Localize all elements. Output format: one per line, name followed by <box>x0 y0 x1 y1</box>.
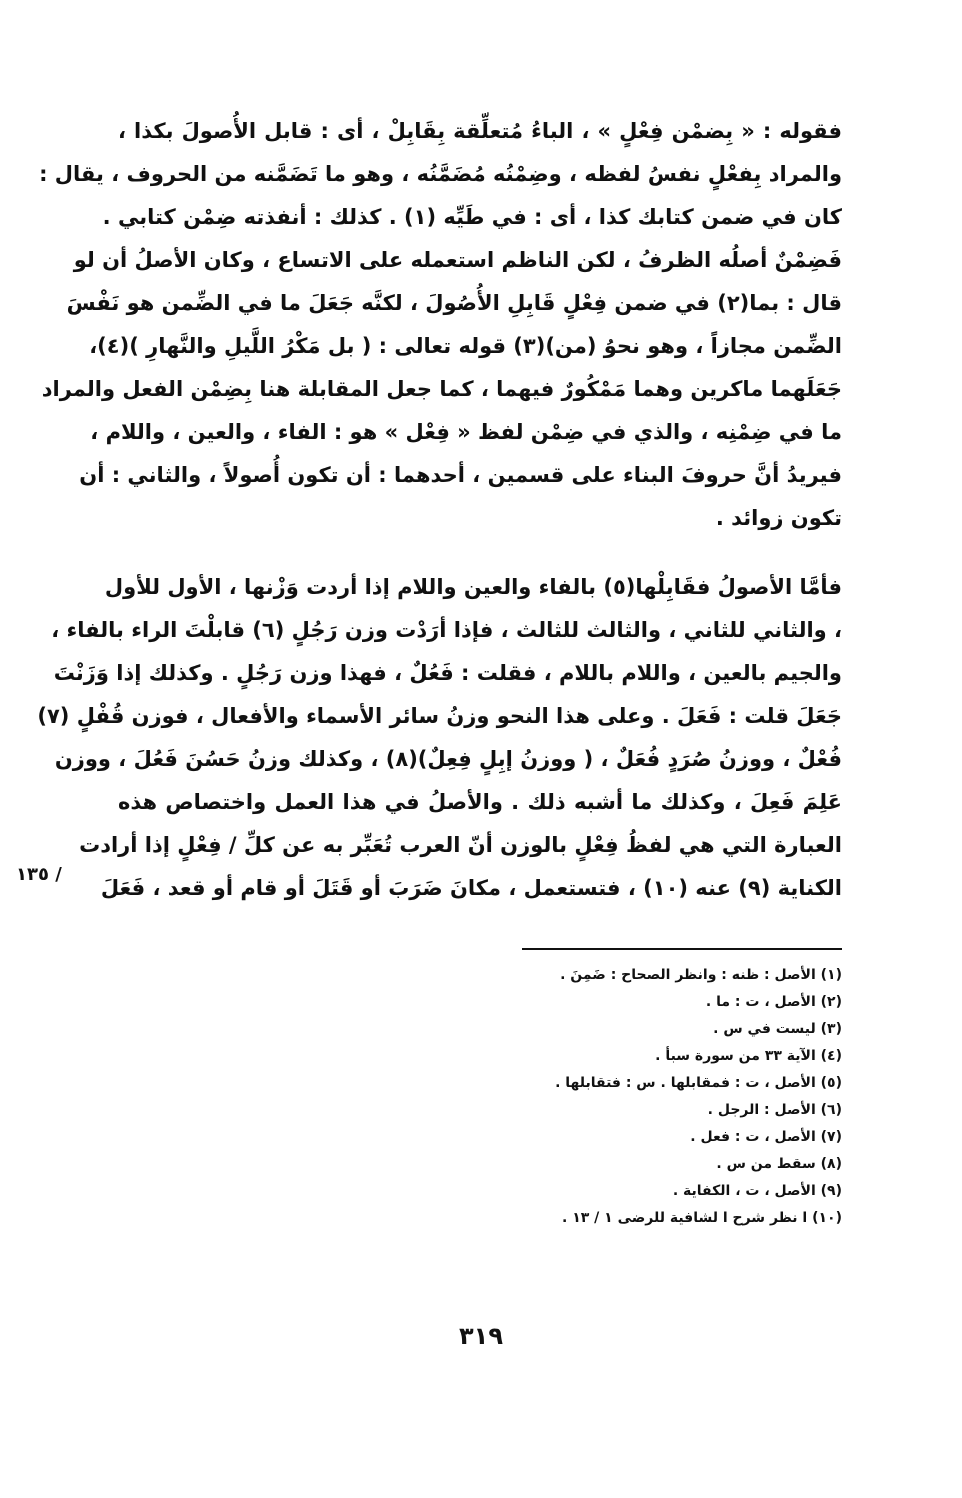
text-line: الضِّمن مجازاً ، وهو نحوُ (من)(٣) قوله تعالى : ( بل مَكْرُ اللَّيلِ والنَّهارِ )(٤)، <box>89 334 842 358</box>
text-line: جَعَلَ قلت : فَعَلَ . وعلى هذا النحو وزنُ سائر الأسماء والأفعال ، فوزن قُفْلٍ (٧) <box>37 704 842 728</box>
footnote: (٨) سقط من س . <box>716 1156 842 1172</box>
page-number: ٣١٩ <box>459 1322 503 1350</box>
footnote: (٤) الآية ٣٣ من سورة سبأ . <box>655 1048 842 1064</box>
text-line: فأمَّا الأصولُ فقَابِلْها(٥) بالفاء والعين واللام إذا أردت وَزْنها ، الأول للأول <box>104 575 842 599</box>
main-text-paragraph-1 <box>39 110 842 540</box>
footnote: (٩) الأصل ، ت ، الكفاية . <box>672 1183 842 1199</box>
footnote: (٢) الأصل ، ت : ما . <box>705 994 842 1010</box>
manuscript-folio-marker: / ١٣٥ <box>16 864 62 885</box>
footnotes <box>300 962 842 1232</box>
text-line: ما في ضِمْنِه ، والذي في ضِمْن لفظ « فِعْل » هو : الفاء ، والعين ، واللام ، <box>90 420 842 444</box>
text-line: فَضِمْنٌ أصلُه الظرفُ ، لكن الناظم استعمله على الاتساع ، وكان الأصلُ أن لو <box>73 248 842 272</box>
footnote-separator <box>522 948 842 950</box>
text-line: قال : بما(٢) في ضمن فِعْلٍ قَابِلِ الأُصُولَ ، لكنَّه جَعَلَ ما في الضِّمن هو نَفْسَ <box>66 291 842 315</box>
text-line: والمراد بِفعْلٍ نفسُ لفظه ، وضِمْنُه مُضَمَّنُه ، وهو ما تَضَمَّنه من الحروف ، يقال : <box>39 162 842 186</box>
text-line: والجيم بالعين ، واللام باللام ، فقلت : فَعُلٌ ، فهذا وزن رَجُلٍ . وكذلك إذا وَزَنْتَ <box>53 661 842 685</box>
footnote: (٥) الأصل ، ت : فمقابلها . س : فتقابلها . <box>555 1075 842 1091</box>
text-line: فيريدُ أنَّ حروفَ البناء على قسمين ، أحدهما : أن تكون أُصولاً ، والثاني : أن <box>79 463 842 487</box>
text-line: عَلِمَ فَعِلَ ، وكذلك ما أشبه ذلك . والأصلُ في هذا العمل واختصاص هذه <box>118 790 842 814</box>
text-line: فُعْلٌ ، ووزنُ صُرَدٍ فُعَلٌ ، ( ووزنُ إبِلٍ فِعِلٌ)(٨) ، وكذلك وزنُ حَسُنَ فَعُلَ ، ووزن <box>54 747 842 771</box>
footnote: (٧) الأصل ، ت : فعل . <box>690 1129 842 1145</box>
text-line: فقوله : « بِضمْن فِعْلٍ » ، الباءُ مُتعلِّقة بِقَابِلْ ، أى : قابل الأُصولَ بكذا ، <box>118 119 842 143</box>
footnote: (٣) ليست في س . <box>713 1021 842 1037</box>
text-line: كان في ضمن كتابك كذا ، أى : في طَيِّه (١) . كذلك : أنفذته ضِمْن كتابي . <box>102 205 842 229</box>
footnote: (٦) الأصل : الرجل . <box>707 1102 842 1118</box>
footnote: (١٠) ا نظر شرح ا لشافية للرضى ١ / ١٣ . <box>561 1210 842 1226</box>
text-line: تكون زوائد . <box>715 506 842 530</box>
text-line: جَعَلَهما ماكرين وهما مَمْكُورٌ فيهما ، كما جعل المقابلة هنا بِضِمْن الفعل والمراد <box>41 377 842 401</box>
text-line: العبارة التي هي لفظُ فِعْلٍ بالوزن أنّ العرب تُعَبِّر به عن كلِّ / فِعْلٍ إذا أرادت <box>79 833 842 857</box>
footnote: (١) الأصل : ظنه : وانظر الصحاح : ضَمِنَ . <box>560 967 842 983</box>
text-line: الكناية (٩) عنه (١٠) ، فتستعمل ، مكانَ ضَرَبَ أو قَتَلَ أو قام أو قعد ، فَعَلَ <box>100 876 842 900</box>
text-line: ، والثاني للثاني ، والثالث للثالث ، فإذا أرَدْت وزن رَجُلٍ (٦) قابلْتَ الراء بالفاء ، <box>51 618 842 642</box>
